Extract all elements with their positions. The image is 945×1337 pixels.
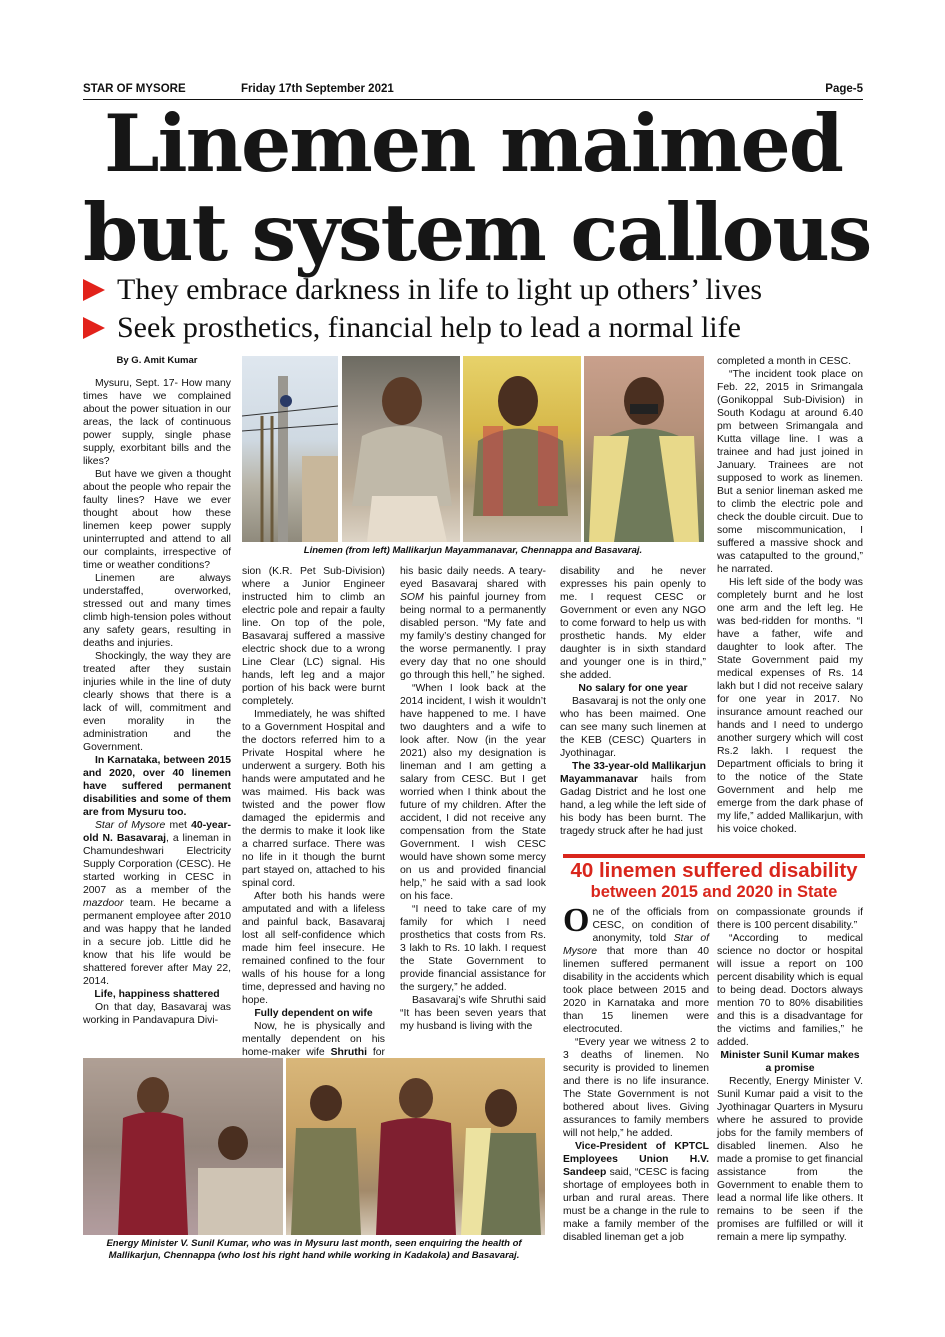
page-number: Page-5 [825,83,863,95]
triangle-bullet-icon [83,317,105,339]
paragraph: His left side of the body was completely burnt and he lost one arm and the left leg. He was bed-ridden for months. “I have a father, wife and daughter to look after. The State Government paid my medical expenses of Rs. 14 lakh but I did not receive salary for one year in 2017. No insurance amount reached our hands and I need to undergo another surgery which will cost Rs.2 lakh. I request the Department officials to bring it to the notice of the State Government and help me emerge from the dark phase of my life,” added Mallikarjun, with his voice choked. [717,577,863,835]
sidebar-box-rule [563,854,865,858]
paragraph: completed a month in CESC. [717,356,851,367]
paragraph: “The incident took place on Feb. 22, 2015 in Srimangala (Gonikoppal Sub-Division) in South Kodagu at around 6.40 pm between Srimangala and Kutta village line. I was a trainee and had just joined in January. Trainees are not supposed to work as linemen. But a senior lineman asked me to climb the electric pole and check the double circuit. Due to some miscommunication, I suffered a massive shock and was catapulted to the ground,” he narrated. [717,369,863,575]
pole-illustration-icon [242,356,338,542]
sidebar-box-heading: 40 linemen suffered disability between 2015 and 2020 in State [570,859,858,901]
photo-minister-visit-1 [83,1058,283,1235]
top-photo-caption: Linemen (from left) Mallikarjun Mayammanavar, Chennappa and Basavaraj. [303,545,643,556]
paragraph: his basic daily needs. A teary-eyed Basavaraj shared with SOM his painful journey from being normal to a permanently disabled person. “My fate and my family’s destiny changed for the worse permanently. I pray every day that no one should go through this hell,” he sighed. [400,566,546,681]
paragraph: Linemen are always understaffed, overworked, stressed out and many times climb high-tension poles without any safety gears, resulting in deaths and injuries. [83,573,231,649]
subheading: Life, happiness shattered [94,989,220,1000]
triangle-bullet-icon [83,279,105,301]
paragraph: Basavaraj is not the only one who has been maimed. One can see many such linemen at the KEB (CESC) Quarters in Jyothinagar. [560,696,706,759]
photo-basavaraj [584,356,704,542]
deck-1: They embrace darkness in life to light up others’ lives [83,273,762,307]
photo-chennappa [463,356,581,542]
photo-lineman-on-pole [242,356,338,542]
publication-name: STAR OF MYSORE [83,83,186,95]
paragraph: The 33-year-old Mallikarjun Mayammanavar hails from Gadag District and he lost one hand, a leg while the left side of his body has been burnt. The tragedy struck after he had just [560,761,706,837]
article-column-2 [242,565,385,1072]
person-illustration-icon [463,356,581,542]
photo-mallikarjun [342,356,460,542]
article-column-1 [83,377,231,1027]
paragraph: Recently, Energy Minister V. Sunil Kumar paid a visit to the Jyothinagar Quarters in Mysuru where he assured to provide jobs for the family members of disabled linemen. Also he made a promise to get financial assistance from the Government to enable them to lead a normal life like others. It remains to be seen if the promises are fulfilled or will it remain a mere lip sympathy. [717,1076,863,1243]
paragraph: Basavaraj’s wife Shruthi said “It has been seven years that my husband is living with the [400,995,546,1032]
photo-minister-visit-2 [286,1058,545,1235]
paragraph: In Karnataka, between 2015 and 2020, over 40 linemen have suffered permanent disabilities and some of them are from Mysuru too. [83,755,231,818]
issue-date: Friday 17th September 2021 [241,83,394,95]
bottom-photo-caption: Energy Minister V. Sunil Kumar, who was in Mysuru last month, seen enquiring the health of Mallikarjun, Chennappa (who lost his right hand while working in Kadakola) and Basavaraj. [106,1238,522,1261]
sidebar-column-1 [563,902,710,1244]
paragraph: disability and he never expresses his pain openly to me. I request CESC or Government or even any NGO to come forward to help us with prosthetic hands. My elder daughter is in sixth standard and younger one is in third,” she added. [560,566,706,681]
paragraph: Star of Mysore met 40-year-old N. Basavaraj, a lineman in Chamundeshwari Electricity Supply Corporation (CESC). He started working in CESC in 2007 as a member of the mazdoor team. He became a permanent employee after 2010 and was happy that he landed in a secure job. Little did he know that his life would be shattered forever after May 22, 2014. [83,820,231,987]
paragraph: Now, he is physically and mentally dependent on his home-maker wife Shruthi for [242,1021,385,1058]
headline-line-2: but system callous [83,186,871,279]
paragraph: After both his hands were amputated and with a lifeless and painful back, Basavaraj lost all self-confidence which made him feel insecure. He remained confined to the four walls of his house for a long time, depressed and having no hope. [242,891,385,1006]
paragraph: sion (K.R. Pet Sub-Division) where a Junior Engineer instructed him to climb an electric pole and repair a faulty line. On top of the pole, Basavaraj suffered a massive electric shock due to a wrong Line Clear (LC) signal. His hands, left leg and a major portion of his back were burnt completely. [242,566,385,707]
paragraph: Shockingly, the way they are treated after they sustain injuries while in the line of duty clearly shows that there is a lack of will, commitment and even morality in the administration and the Government. [83,651,231,753]
article-column-4 [560,565,706,838]
subheading: No salary for one year [578,683,688,694]
paragraph: On that day, Basavaraj was working in Pandavapura Divi- [83,1002,231,1026]
dropcap: O [563,902,590,939]
paragraph: “Every year we witness 2 to 3 deaths of linemen. No security is provided to linemen and there is no life insurance. The State Government is not bothered about lives. Giving assurances to family members will not help,” he added. [563,1037,709,1139]
paragraph: “According to medical science no doctor or hospital will issue a report on 100 percent disability which is equal to being dead. Doctors always mention 70 to 80% disabilities and this is a disadvantage for the victims and families,” he added. [717,933,863,1048]
headline-line-1: Linemen maimed [104,97,842,190]
paragraph: Vice-President of KPTCL Employees Union H.V. Sandeep said, “CESC is facing shortage of employees both in urban and rural areas. There must be a change in the rule to make a family member of the disabled lineman get a job [563,1141,709,1243]
paragraph: on compassionate grounds if there is 100 percent disability.” [717,907,863,931]
person-illustration-icon [584,356,704,542]
paragraph: “When I look back at the 2014 incident, I wish it wouldn’t have happened to me. I have two daughters and a wife to look after. Now (in the year 2021) also my designation is lineman and I am getting a salary from CESC. But I get worried when I think about the future of my children. After the accident, I did not receive any compensation from the State Government. I wish CESC would have shown some mercy on us and provided financial help,” he said with a sad look on his face. [400,683,546,902]
byline: By G. Amit Kumar [116,355,198,366]
sidebar-column-2 [717,906,863,1244]
paragraph: Immediately, he was shifted to a Government Hospital and the doctors referred him to a Private Hospital where he underwent a surgery. Both his hands were amputated and he was maimed. His back was twisted and the power flow damaged the epidermis and the dermis to make it look like a charred surface. There was no life in it though the burnt part stayed on, attached to his spinal cord. [242,709,385,889]
group-illustration-icon [286,1058,545,1235]
article-column-5 [717,355,863,836]
paragraph: One of the officials from CESC, on condition of anonymity, told Star of Mysore that more than 40 linemen suffered permanent disability in the accidents which took place between 2015 and 2020 in Karnataka and more than 15 linemen were electrocuted. [563,902,710,1035]
subheading: Fully dependent on wife [254,1008,373,1019]
minister-illustration-icon [83,1058,283,1235]
article-column-3 [400,565,546,1033]
deck-2: Seek prosthetics, financial help to lead a normal life [83,311,741,345]
paragraph: But have we given a thought about the people who repair the faulty lines? Have we ever thought about how these linemen keep power supply uninterrupted and attend to all our complaints, irrespective of time or weather conditions? [83,469,231,571]
paragraph: Mysuru, Sept. 17- How many times have we complained about the power situation in our areas, the lack of continuous power supply, single phase supply, exorbitant bills and the likes? [83,378,231,467]
paragraph: “I need to take care of my family for which I need prosthetics that costs from Rs. 3 lakh to Rs. 10 lakh. I request the State Government to provide financial assistance for the surgery,” he added. [400,904,546,993]
person-illustration-icon [342,356,460,542]
subheading: Minister Sunil Kumar makes a promise [720,1050,860,1074]
